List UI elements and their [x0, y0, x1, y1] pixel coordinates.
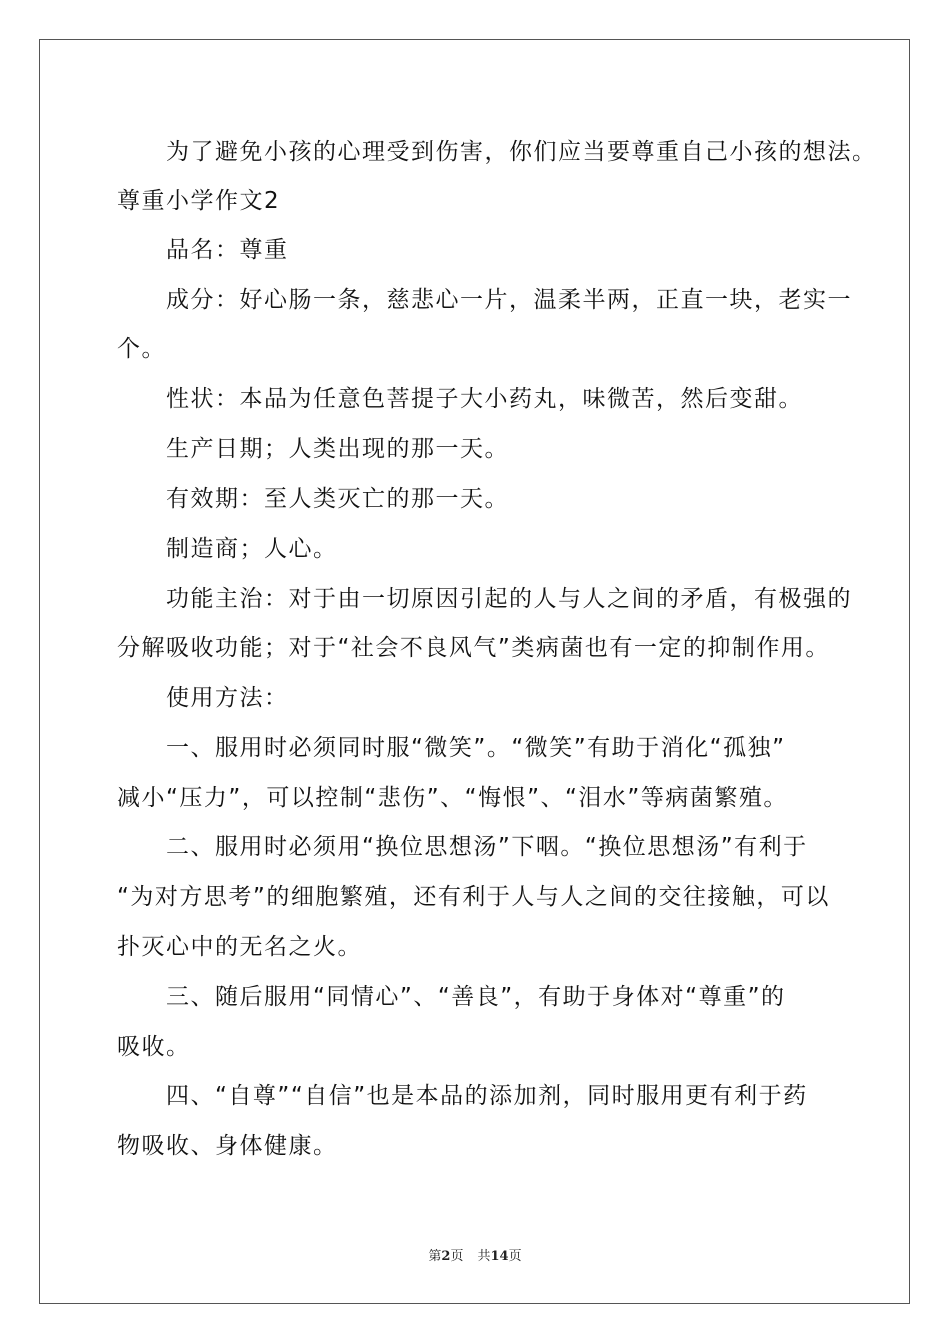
text-line: 有效期：至人类灭亡的那一天。 — [117, 486, 509, 512]
page-suffix: 页 — [450, 1249, 464, 1264]
page-footer — [0, 1249, 950, 1265]
text-line: 吸收。 — [117, 1034, 191, 1060]
text-line: 性状：本品为任意色菩提子大小药丸，味微苦，然后变甜。 — [117, 386, 803, 412]
text-line: 四、“自尊”“自信”也是本品的添加剂，同时服用更有利于药 — [117, 1083, 808, 1109]
text-line: 分解吸收功能；对于“社会不良风气”类病菌也有一定的抑制作用。 — [117, 635, 830, 661]
text-line: 扑灭心中的无名之火。 — [117, 934, 362, 960]
text-line: 成分：好心肠一条，慈悲心一片，温柔半两，正直一块，老实一 — [117, 287, 852, 313]
text-line: 一、服用时必须同时服“微笑”。“微笑”有助于消化“孤独” — [117, 735, 786, 761]
page-border — [39, 39, 910, 1304]
text-line: 减小“压力”，可以控制“悲伤”、“悔恨”、“泪水”等病菌繁殖。 — [117, 785, 788, 811]
text-line: “为对方思考”的细胞繁殖，还有利于人与人之间的交往接触，可以 — [117, 884, 830, 910]
text-line: 使用方法： — [117, 685, 289, 711]
text-line: 物吸收、身体健康。 — [117, 1133, 338, 1159]
total-prefix: 共 — [477, 1249, 491, 1264]
page-prefix: 第 — [428, 1249, 442, 1264]
total-pages: 14 — [490, 1249, 509, 1264]
text-line: 为了避免小孩的心理受到伤害，你们应当要尊重自己小孩的想法。 — [117, 139, 877, 165]
page-number: 2 — [441, 1249, 451, 1264]
total-suffix: 页 — [508, 1249, 522, 1264]
text-line: 个。 — [117, 336, 166, 362]
text-line: 生产日期；人类出现的那一天。 — [117, 436, 509, 462]
text-line: 二、服用时必须用“换位思想汤”下咽。“换位思想汤”有利于 — [117, 834, 808, 860]
section-title: 尊重小学作文2 — [117, 188, 281, 214]
text-line: 品名：尊重 — [117, 237, 289, 263]
text-line: 功能主治：对于由一切原因引起的人与人之间的矛盾，有极强的 — [117, 586, 852, 612]
text-line: 三、随后服用“同情心”、“善良”，有助于身体对“尊重”的 — [117, 984, 786, 1010]
text-line: 制造商；人心。 — [117, 536, 338, 562]
